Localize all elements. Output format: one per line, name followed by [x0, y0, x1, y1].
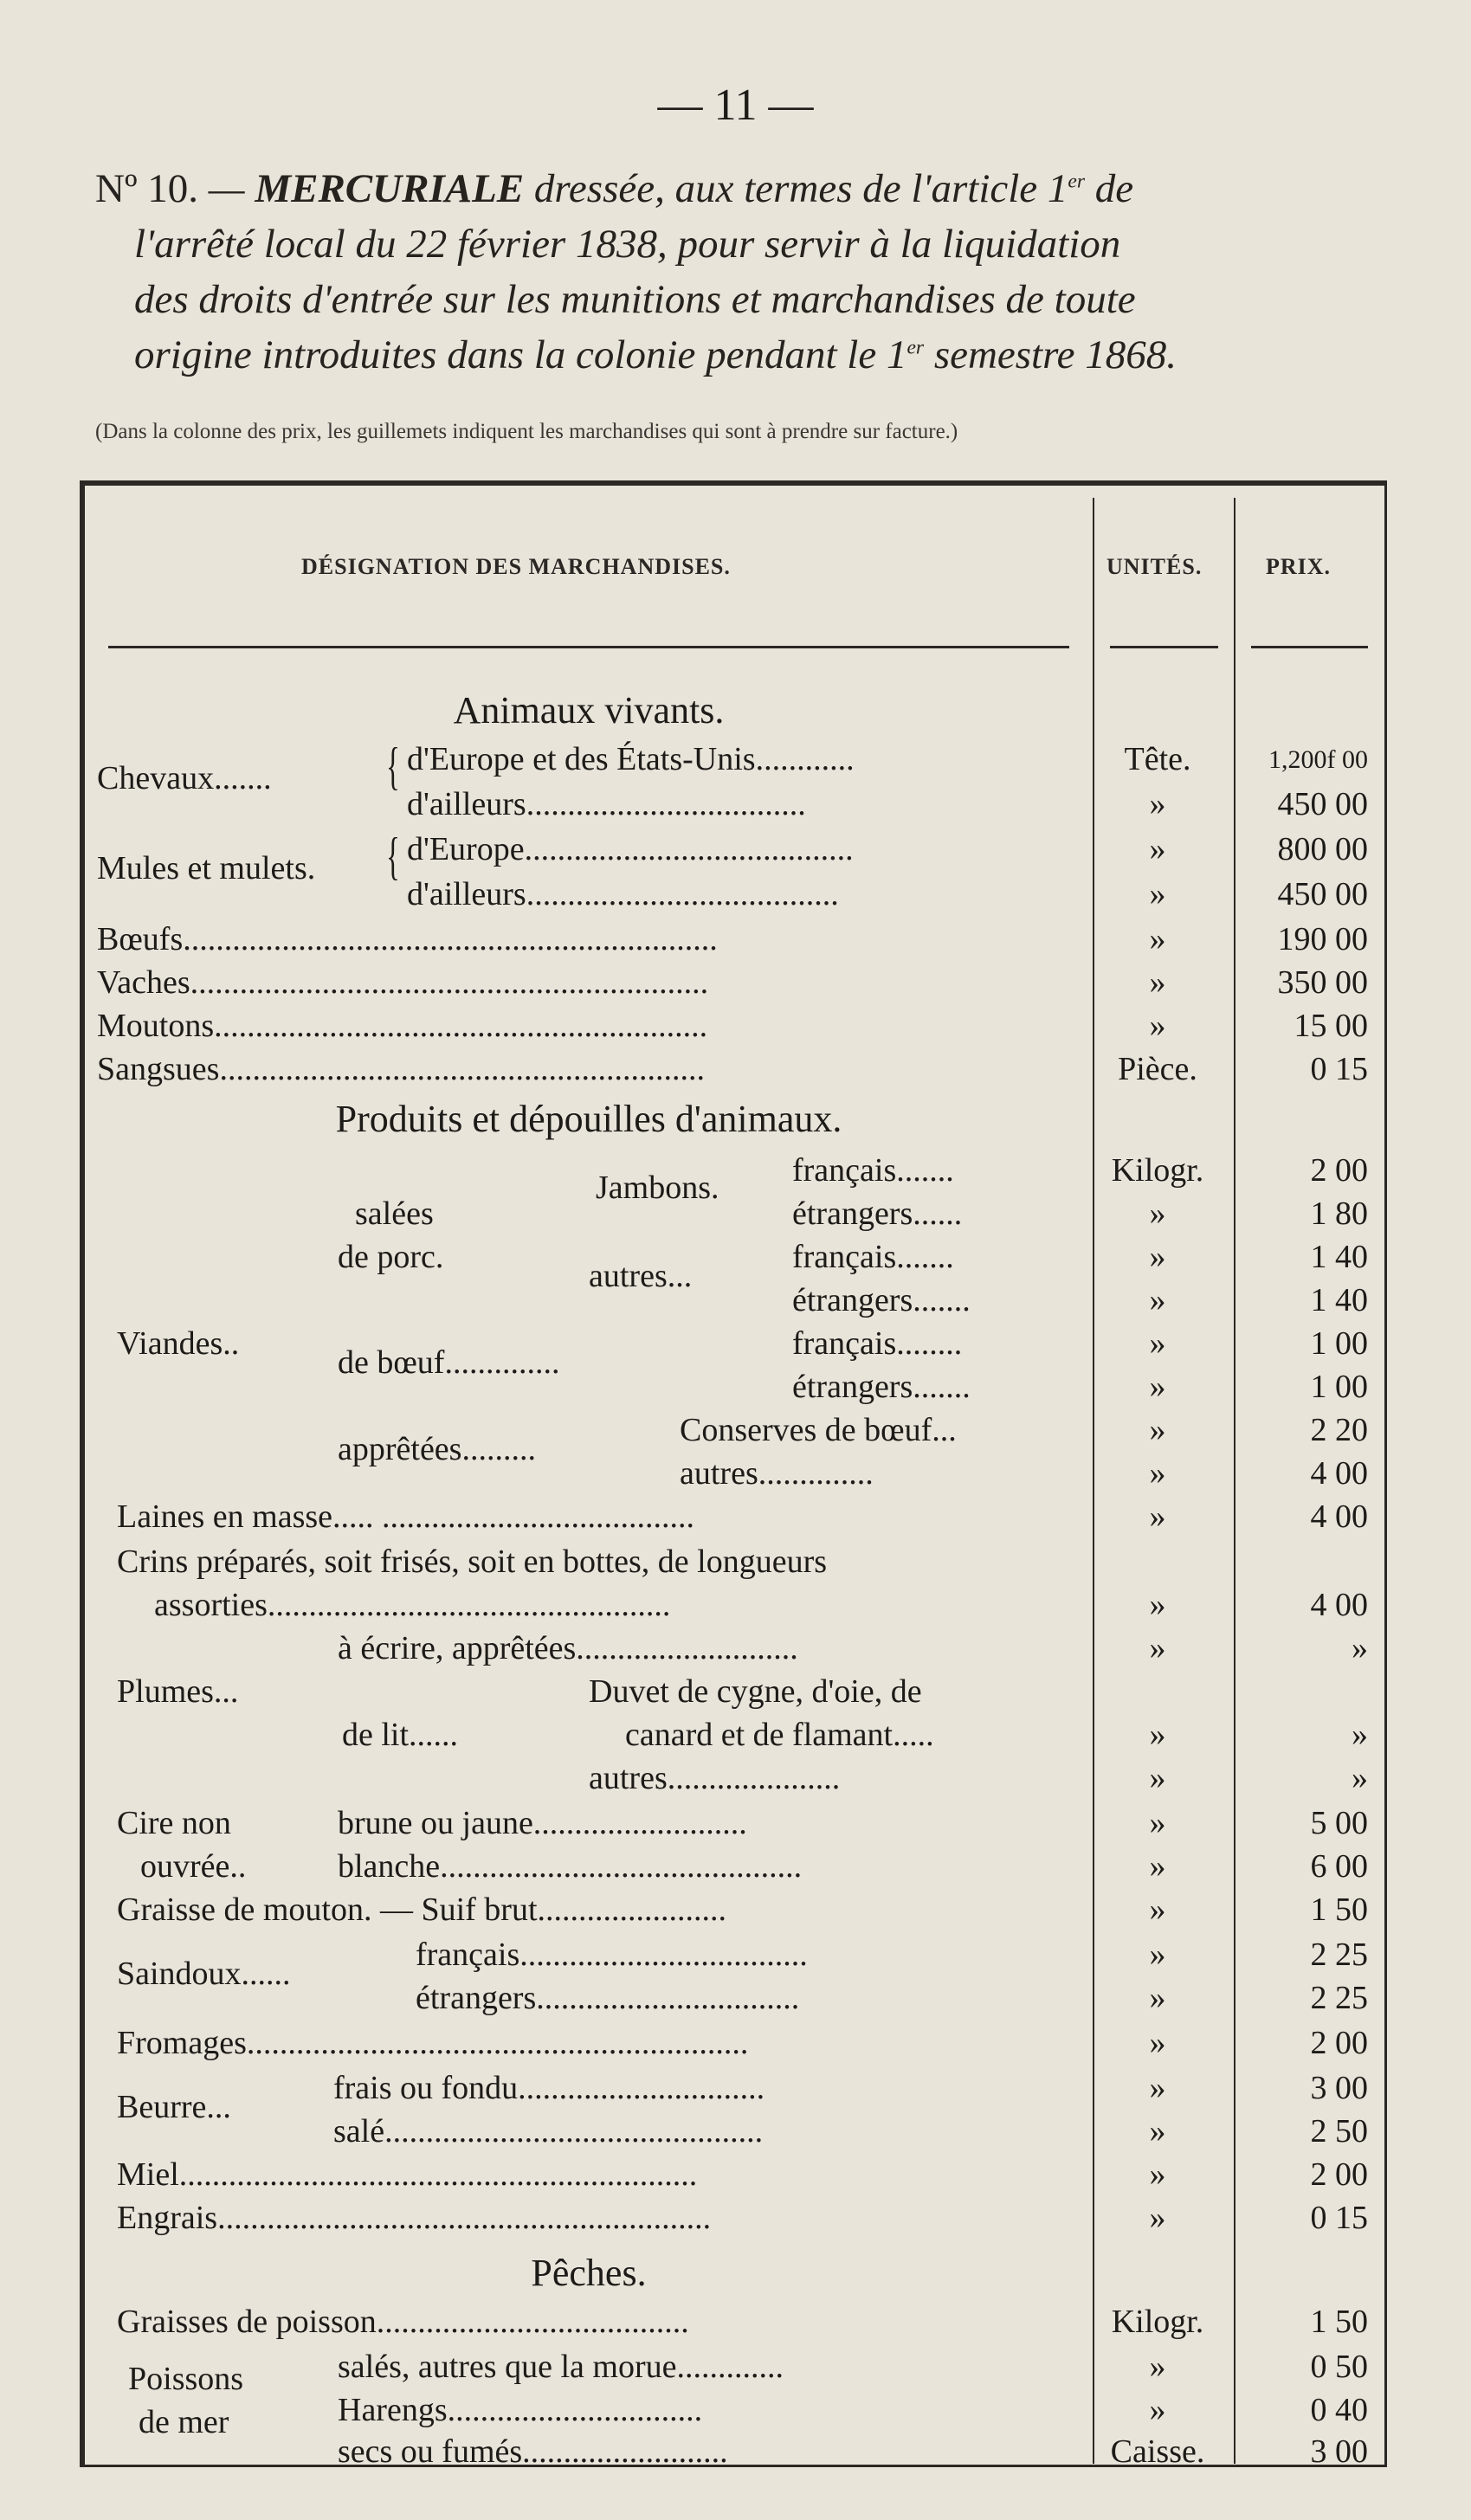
table-row — [0, 1151, 1471, 1206]
row-price: 4 00 — [1310, 1498, 1368, 1535]
row-label: Miel............................................................... — [117, 2156, 698, 2193]
table-row — [0, 1324, 1471, 1381]
row-label: français....... — [792, 1152, 954, 1189]
heading-dash: — — [208, 166, 245, 211]
row-label: assorties................................................. — [154, 1587, 671, 1623]
row-label: Crins préparés, soit frisés, soit en bottes, de longueurs — [117, 1544, 828, 1580]
heading-title-word: MERCURIALE — [255, 166, 525, 211]
row-label: Chevaux....... — [97, 760, 272, 796]
row-price: » — [1352, 1760, 1368, 1796]
table-row — [0, 1498, 1471, 1541]
row-label: canard et de flamant..... — [625, 1717, 934, 1753]
header-rule-price — [1251, 646, 1368, 648]
row-price: 350 00 — [1277, 964, 1368, 1001]
row-price: 1,200f 00 — [1268, 745, 1368, 774]
row-unit: Pièce. — [1118, 1051, 1197, 1087]
row-price: 6 00 — [1310, 1848, 1368, 1885]
row-label: frais ou fondu.............................. — [333, 2070, 765, 2106]
row-label: Laines en masse..... ...................................... — [117, 1498, 695, 1535]
row-unit: » — [1149, 1239, 1166, 1275]
row-unit: » — [1149, 1717, 1166, 1753]
table-row — [0, 1847, 1471, 1891]
row-price: 450 00 — [1277, 786, 1368, 822]
row-unit: » — [1149, 2113, 1166, 2149]
row-price: 2 00 — [1310, 1152, 1368, 1189]
row-label: étrangers................................ — [416, 1980, 800, 2016]
table-row — [0, 2433, 1471, 2476]
table-row — [0, 738, 1471, 796]
row-unit: » — [1149, 2392, 1166, 2428]
table-row — [0, 920, 1471, 964]
row-price: 0 15 — [1310, 2200, 1368, 2236]
header-rule-units — [1110, 646, 1218, 648]
row-label: salées — [355, 1196, 434, 1232]
row-label: d'Europe........................................ — [407, 831, 854, 867]
table-row — [0, 1543, 1471, 1586]
row-price: 450 00 — [1277, 876, 1368, 912]
table-row — [0, 1629, 1471, 1672]
row-label: Graisse de mouton. — Suif brut....................... — [117, 1892, 727, 1928]
row-label: Moutons............................................................ — [97, 1008, 708, 1044]
row-label: secs ou fumés......................... — [338, 2433, 728, 2470]
table-row — [0, 1411, 1471, 1467]
row-price: 4 00 — [1310, 1455, 1368, 1492]
row-label: blanche............................................ — [338, 1848, 803, 1885]
table-row — [0, 828, 1471, 886]
row-unit: » — [1149, 1892, 1166, 1928]
heading-line2: l'arrêté local du 22 février 1838, pour servir à la liquidation — [134, 222, 1121, 267]
table-row — [0, 1050, 1471, 1093]
row-label: Jambons. — [596, 1170, 719, 1206]
row-unit: » — [1149, 1937, 1166, 1973]
heading-sup2: er — [906, 336, 925, 359]
table-row — [0, 1454, 1471, 1498]
row-label: français....... — [792, 1239, 954, 1275]
table-row — [0, 1891, 1471, 1934]
row-label: français................................... — [416, 1937, 808, 1973]
row-unit: » — [1149, 1008, 1166, 1044]
row-price: 1 50 — [1310, 1892, 1368, 1928]
table-row — [0, 1804, 1471, 1847]
table-row — [0, 2112, 1471, 2156]
row-price: 2 50 — [1310, 2113, 1368, 2149]
row-price: 0 50 — [1310, 2349, 1368, 2385]
row-label: autres... — [589, 1258, 693, 1294]
row-unit: » — [1149, 2349, 1166, 2385]
row-unit: Tête. — [1124, 741, 1191, 777]
table-row — [0, 1238, 1471, 1294]
row-label: Fromages............................................................. — [117, 2025, 749, 2061]
row-label: de mer — [139, 2404, 229, 2440]
row-label: à écrire, apprêtées........................... — [338, 1630, 798, 1666]
row-label: Duvet de cygne, d'oie, de — [589, 1673, 922, 1710]
table-row — [0, 1368, 1471, 1411]
row-price: 190 00 — [1277, 921, 1368, 957]
row-price: 4 00 — [1310, 1587, 1368, 1623]
table-row — [0, 2303, 1471, 2346]
row-price: » — [1352, 1717, 1368, 1753]
row-label: Poissons — [128, 2361, 244, 2397]
row-price: 2 20 — [1310, 1412, 1368, 1448]
row-unit: » — [1149, 1455, 1166, 1492]
row-unit: » — [1149, 1282, 1166, 1318]
table-row — [0, 875, 1471, 918]
table-row — [0, 1716, 1471, 1759]
row-label: salé.............................................. — [333, 2113, 764, 2149]
row-label: français........ — [792, 1325, 963, 1362]
row-unit: » — [1149, 1325, 1166, 1362]
row-label: étrangers....... — [792, 1369, 971, 1405]
heading-sup1: er — [1068, 170, 1085, 193]
row-label: étrangers...... — [792, 1196, 963, 1232]
header-designation: DÉSIGNATION DES MARCHANDISES. — [301, 554, 731, 579]
row-label: Vaches............................................................... — [97, 964, 709, 1001]
row-label: Cire non — [117, 1805, 231, 1841]
row-unit: » — [1149, 876, 1166, 912]
row-label: Graisses de poisson...................................... — [117, 2304, 689, 2340]
row-unit: Kilogr. — [1111, 1152, 1204, 1189]
table-row — [0, 2391, 1471, 2440]
heading-line3: des droits d'entrée sur les munitions et marchandises de toute — [134, 277, 1136, 322]
row-unit: » — [1149, 2070, 1166, 2106]
heading-line4 — [95, 327, 1403, 383]
row-label: Viandes.. — [117, 1325, 240, 1362]
row-unit: » — [1149, 1630, 1166, 1666]
table-row — [0, 2348, 1471, 2397]
row-label: Engrais............................................................ — [117, 2200, 712, 2236]
heading-line1: dressée, aux termes de l'article 1 — [533, 166, 1068, 211]
row-label: d'ailleurs.................................. — [407, 786, 806, 822]
table-row — [0, 2156, 1471, 2199]
page-number: — 11 — — [657, 81, 814, 130]
table-row — [0, 1586, 1471, 1629]
row-price: 5 00 — [1310, 1805, 1368, 1841]
row-price: 1 00 — [1310, 1369, 1368, 1405]
row-price: 1 40 — [1310, 1282, 1368, 1318]
row-unit: » — [1149, 921, 1166, 957]
row-unit: » — [1149, 1587, 1166, 1623]
row-price: 15 00 — [1294, 1008, 1368, 1044]
row-price: 1 00 — [1310, 1325, 1368, 1362]
heading-line4-start: origine introduites dans la colonie pendant le 1 — [134, 332, 907, 377]
section-animaux: Animaux vivants. — [453, 689, 725, 732]
row-label: étrangers....... — [792, 1282, 971, 1318]
row-label: Plumes... — [117, 1673, 239, 1710]
row-price: 2 00 — [1310, 2156, 1368, 2193]
table-row — [0, 1979, 1471, 2022]
row-label: Conserves de bœuf... — [680, 1412, 957, 1448]
row-unit: » — [1149, 2025, 1166, 2061]
row-label: Beurre... — [117, 2089, 231, 2125]
table-row — [0, 1759, 1471, 1802]
row-label: salés, autres que la morue............. — [338, 2349, 784, 2385]
row-unit: » — [1149, 1980, 1166, 2016]
heading-line4-end: semestre 1868. — [933, 332, 1177, 377]
document-heading — [95, 161, 1403, 383]
table-row — [0, 785, 1471, 828]
row-label: autres.............. — [680, 1455, 874, 1492]
row-label: de porc. — [338, 1239, 444, 1275]
row-unit: » — [1149, 786, 1166, 822]
row-unit: » — [1149, 1498, 1166, 1535]
row-price: 3 00 — [1310, 2433, 1368, 2470]
row-unit: » — [1149, 1196, 1166, 1232]
row-label: de bœuf.............. — [338, 1344, 560, 1381]
price-note: (Dans la colonne des prix, les guillemets indiquent les marchandises qui sont à prendre sur facture.) — [95, 420, 958, 443]
row-label: brune ou jaune.......................... — [338, 1805, 747, 1841]
row-price: 2 25 — [1310, 1980, 1368, 2016]
row-unit: » — [1149, 1369, 1166, 1405]
row-price: 1 50 — [1310, 2304, 1368, 2340]
row-label: d'Europe et des États-Unis............ — [407, 741, 855, 777]
row-label: Mules et mulets. — [97, 850, 316, 886]
row-label: de lit...... — [342, 1717, 459, 1753]
row-unit: » — [1149, 831, 1166, 867]
header-units: UNITÉS. — [1106, 554, 1203, 579]
row-label: d'ailleurs...................................... — [407, 876, 839, 912]
section-produits: Produits et dépouilles d'animaux. — [335, 1098, 842, 1140]
row-price: 800 00 — [1277, 831, 1368, 867]
table-row — [0, 2069, 1471, 2125]
row-unit: Kilogr. — [1111, 2304, 1204, 2340]
row-label: Bœufs................................................................. — [97, 921, 718, 957]
row-unit: » — [1149, 2200, 1166, 2236]
row-unit: » — [1149, 1412, 1166, 1448]
section-peches: Pêches. — [531, 2252, 647, 2294]
row-unit: » — [1149, 1805, 1166, 1841]
heading-number: Nº 10. — [95, 166, 199, 211]
row-label: Sangsues........................................................... — [97, 1051, 705, 1087]
row-price: 1 80 — [1310, 1196, 1368, 1232]
brace: { — [386, 738, 400, 795]
row-price: » — [1352, 1630, 1368, 1666]
row-price: 2 25 — [1310, 1937, 1368, 1973]
row-label: Saindoux...... — [117, 1956, 291, 1992]
row-label: autres..................... — [589, 1760, 841, 1796]
header-price: PRIX. — [1266, 554, 1332, 579]
header-rule-designation — [108, 646, 1069, 648]
heading-line1-end: de — [1094, 166, 1134, 211]
row-unit: » — [1149, 1760, 1166, 1796]
row-label: ouvrée.. — [140, 1848, 247, 1885]
table-row — [0, 1936, 1471, 1992]
row-unit: » — [1149, 964, 1166, 1001]
table-row — [0, 2024, 1471, 2067]
row-price: 0 40 — [1310, 2392, 1368, 2428]
row-price: 2 00 — [1310, 2025, 1368, 2061]
row-price: 0 15 — [1310, 1051, 1368, 1087]
row-price: 1 40 — [1310, 1239, 1368, 1275]
row-label: Harengs............................... — [338, 2392, 703, 2428]
table-row — [0, 1281, 1471, 1324]
row-label: apprêtées......... — [338, 1431, 536, 1467]
row-unit: Caisse. — [1110, 2433, 1205, 2470]
brace: { — [386, 828, 400, 885]
table-row — [0, 2199, 1471, 2242]
table-row — [0, 1672, 1471, 1716]
row-unit: » — [1149, 2156, 1166, 2193]
row-price: 3 00 — [1310, 2070, 1368, 2106]
row-unit: » — [1149, 1848, 1166, 1885]
table-row — [0, 964, 1471, 1007]
table-row — [0, 1195, 1471, 1238]
table-row — [0, 1007, 1471, 1050]
